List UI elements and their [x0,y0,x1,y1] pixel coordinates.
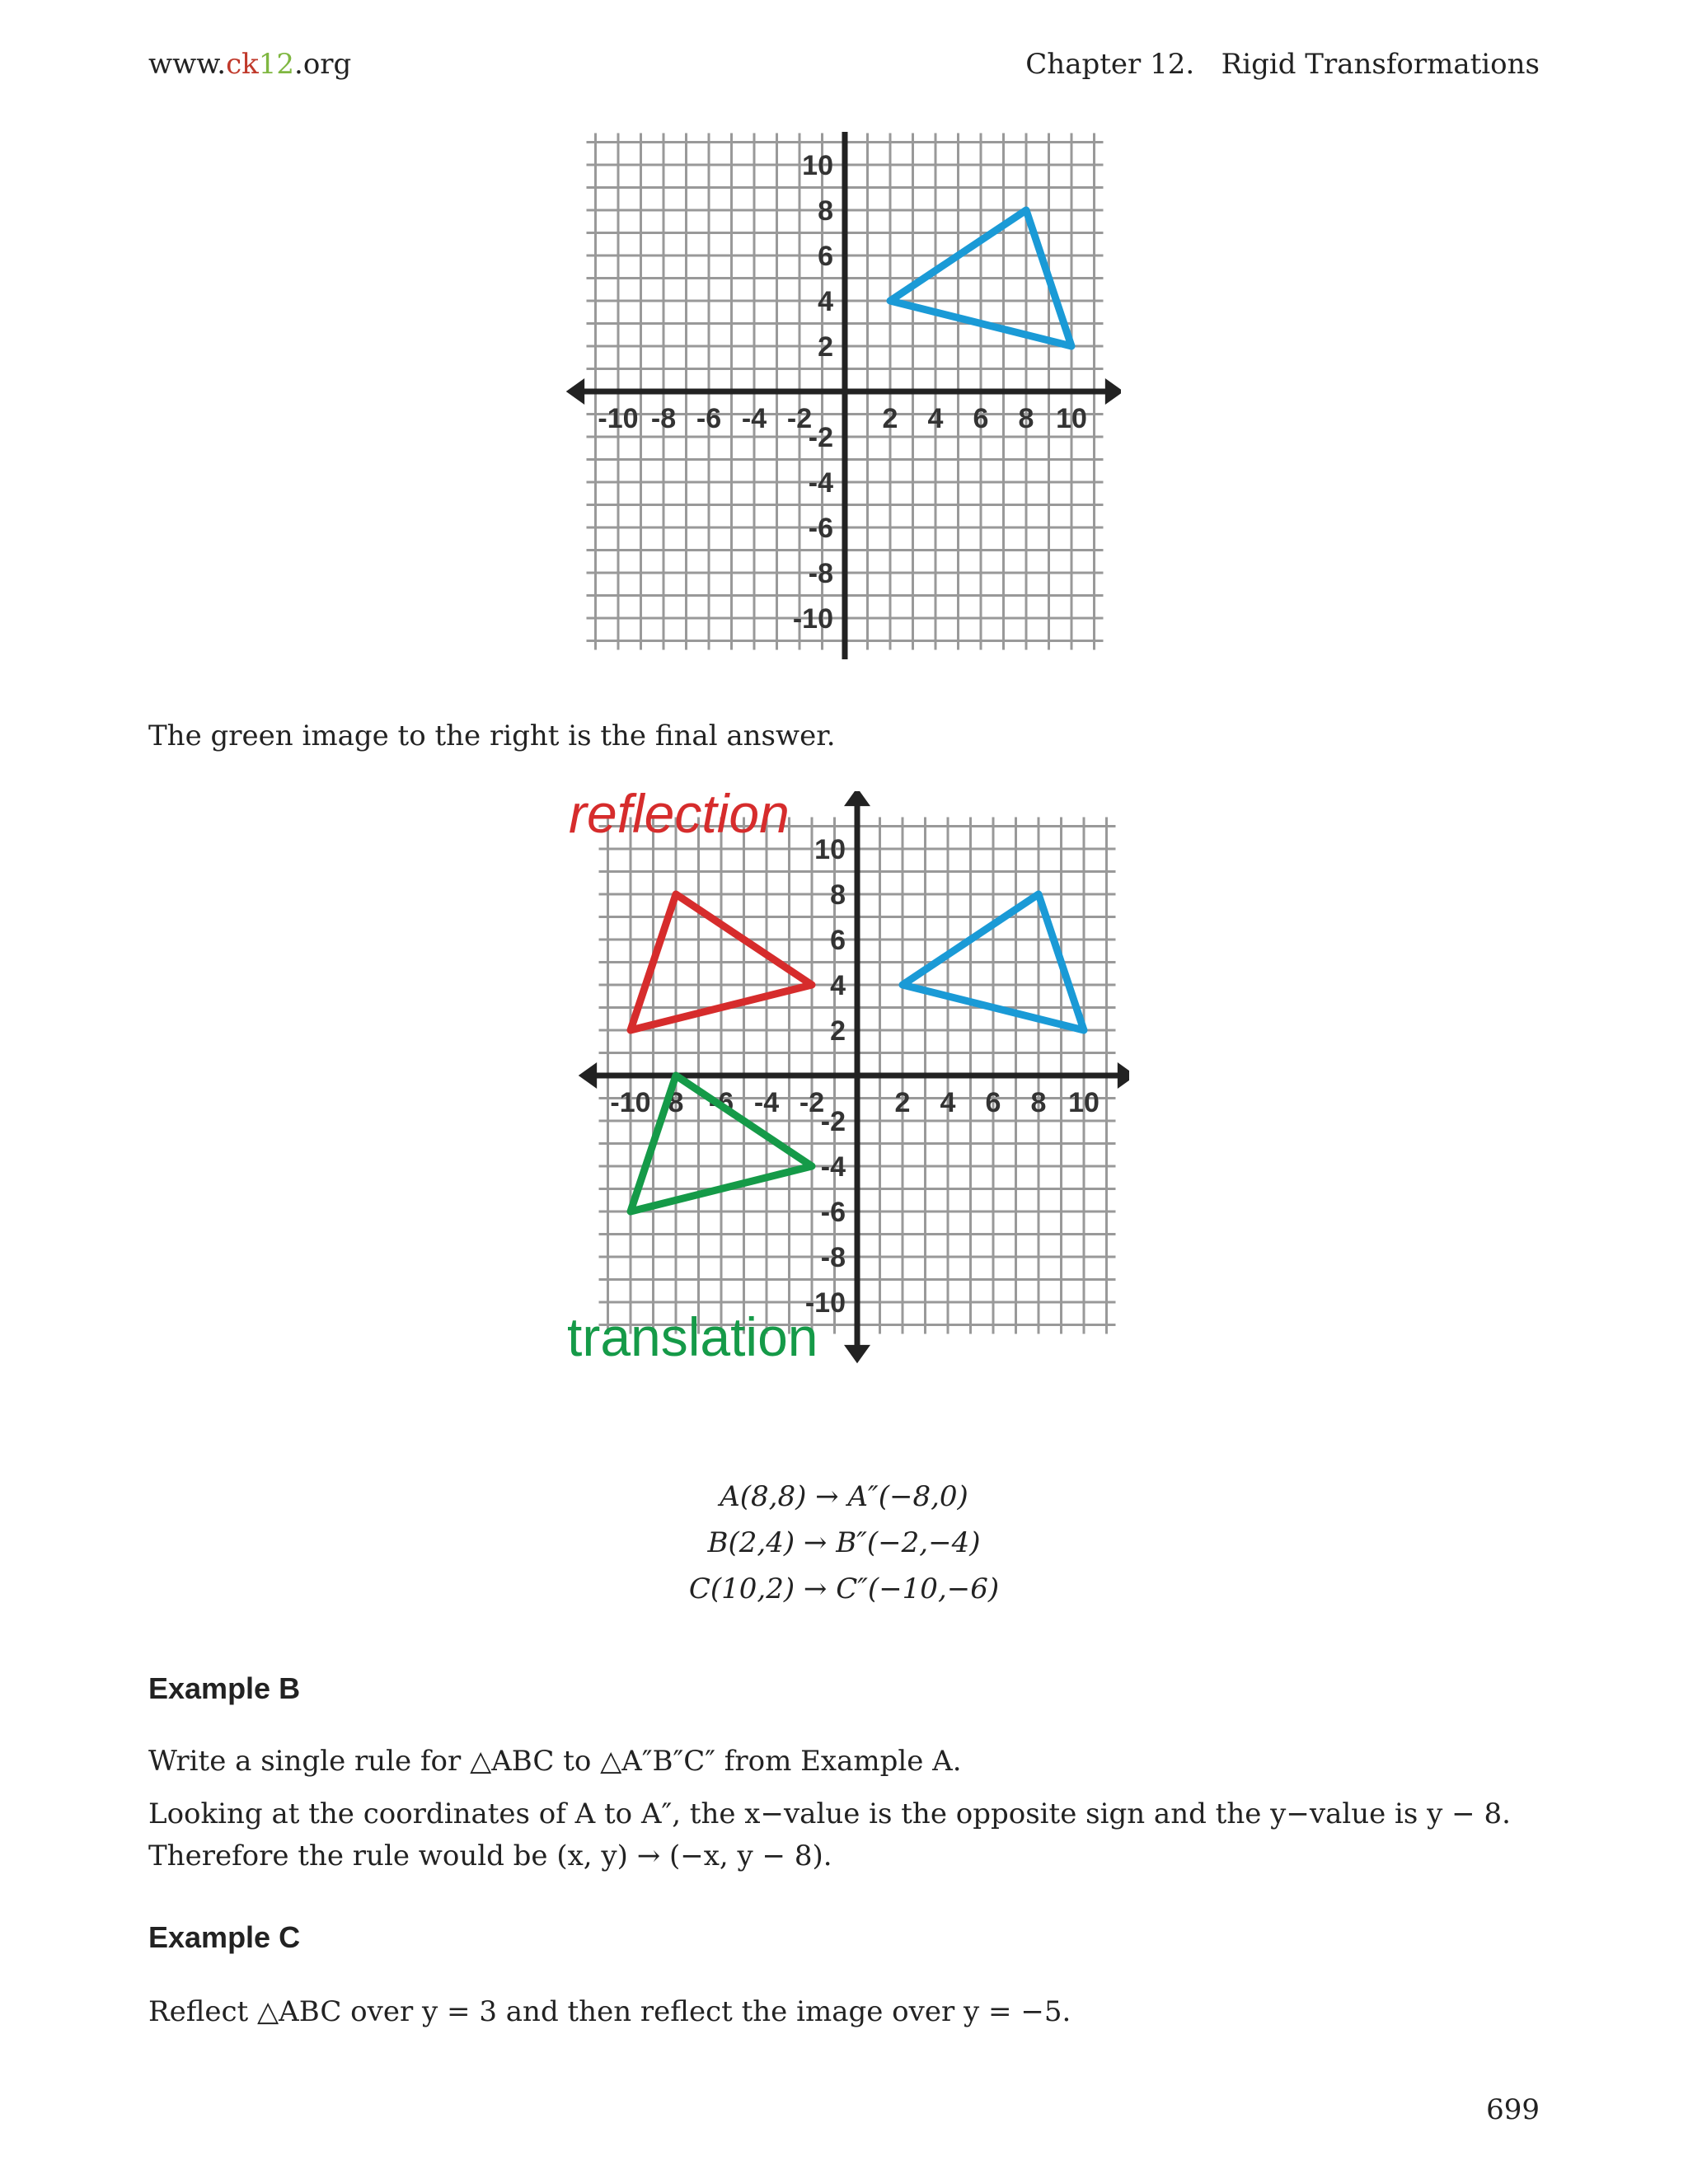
y-tick-label: -10 [804,1287,846,1319]
x-tick-label: 2 [894,1087,911,1118]
x-tick-label: -6 [696,403,722,434]
coordinate-graph-transformations [552,791,1129,1368]
x-axis-arrow-right [1105,378,1121,405]
x-tick-label: -10 [598,403,639,434]
caption-text: The green image to the right is the final answer. [148,719,836,752]
chapter-header [1025,48,1540,81]
y-tick-label: 2 [818,331,833,363]
x-tick-label: 2 [882,403,898,434]
x-tick-label: -2 [786,403,813,434]
x-tick-label: -4 [753,1087,780,1118]
y-tick-label: 6 [830,925,846,956]
x-tick-label: 8 [668,1087,684,1118]
site-prefix: www. [148,48,227,81]
example-b-line2: Looking at the coordinates of A to A″, the x−value is the opposite sign and the y−value is y − 8. Therefore the rule would be (x, y) → (−x, y − 8). [148,1797,1511,1872]
example-c-line1: Reflect △ABC over y = 3 and then reflect the image over y = −5. [148,1995,1071,2028]
y-tick-label: 8 [830,879,846,911]
reflection-label: reflection [569,791,790,844]
x-axis-arrow-left [566,378,584,405]
x-tick-label: 6 [985,1087,1001,1118]
y-tick-label: -6 [808,513,833,544]
example-b-line1: Write a single rule for △ABC to △A″B″C″ from Example A. [148,1745,962,1778]
y-tick-label: 2 [830,1015,846,1047]
example-b-heading: Example B [148,1671,301,1705]
equation-c: C(10,2) → C″(−10,−6) [688,1572,1000,1605]
y-tick-label: 4 [830,970,846,1001]
y-tick-label: 6 [818,241,833,272]
site-12: 12 [258,48,295,81]
x-tick-label: -2 [799,1087,825,1118]
x-tick-label: 4 [927,403,944,434]
coordinate-graph-original [560,132,1121,659]
y-tick-label: -8 [820,1242,846,1273]
x-tick-label: 8 [1030,1087,1047,1118]
site-ck: ck [226,48,259,81]
equation-a: A(8,8) → A″(−8,0) [720,1480,968,1513]
y-tick-label: -10 [792,603,833,635]
y-tick-label: -2 [808,422,833,453]
x-tick-label: -10 [610,1087,651,1118]
equation-b: B(2,4) → B″(−2,−4) [707,1526,981,1559]
y-tick-label: 8 [818,195,833,227]
x-tick-label: -4 [741,403,767,434]
example-c-heading: Example C [148,1920,301,1954]
x-tick-label: 10 [1068,1087,1100,1118]
y-tick-label: -8 [808,558,833,589]
x-tick-label: 6 [973,403,989,434]
y-axis-arrow-up [844,791,870,806]
y-tick-label: 10 [814,834,846,865]
x-axis-arrow-left [579,1062,597,1089]
x-axis-arrow-right [1118,1062,1129,1089]
x-tick-label: -6 [708,1087,734,1118]
page-number: 699 [1486,2093,1540,2126]
x-tick-label: 10 [1056,403,1087,434]
y-tick-label: 10 [802,150,833,181]
y-tick-label: -2 [820,1106,846,1137]
y-axis-arrow-down [844,1345,870,1363]
site-suffix: .org [294,48,352,81]
equation-block [0,1474,1688,1612]
x-tick-label: -8 [650,403,677,434]
y-tick-label: 4 [818,286,833,317]
y-tick-label: -4 [820,1151,846,1183]
x-tick-label: 4 [940,1087,956,1118]
translation-label: translation [567,1306,818,1367]
x-tick-label: 8 [1018,403,1034,434]
site-url[interactable] [148,48,351,81]
chapter-number: Chapter 12. [1025,48,1195,81]
y-tick-label: -6 [820,1197,846,1228]
y-tick-label: -4 [808,467,833,499]
chapter-title: Rigid Transformations [1221,48,1540,81]
